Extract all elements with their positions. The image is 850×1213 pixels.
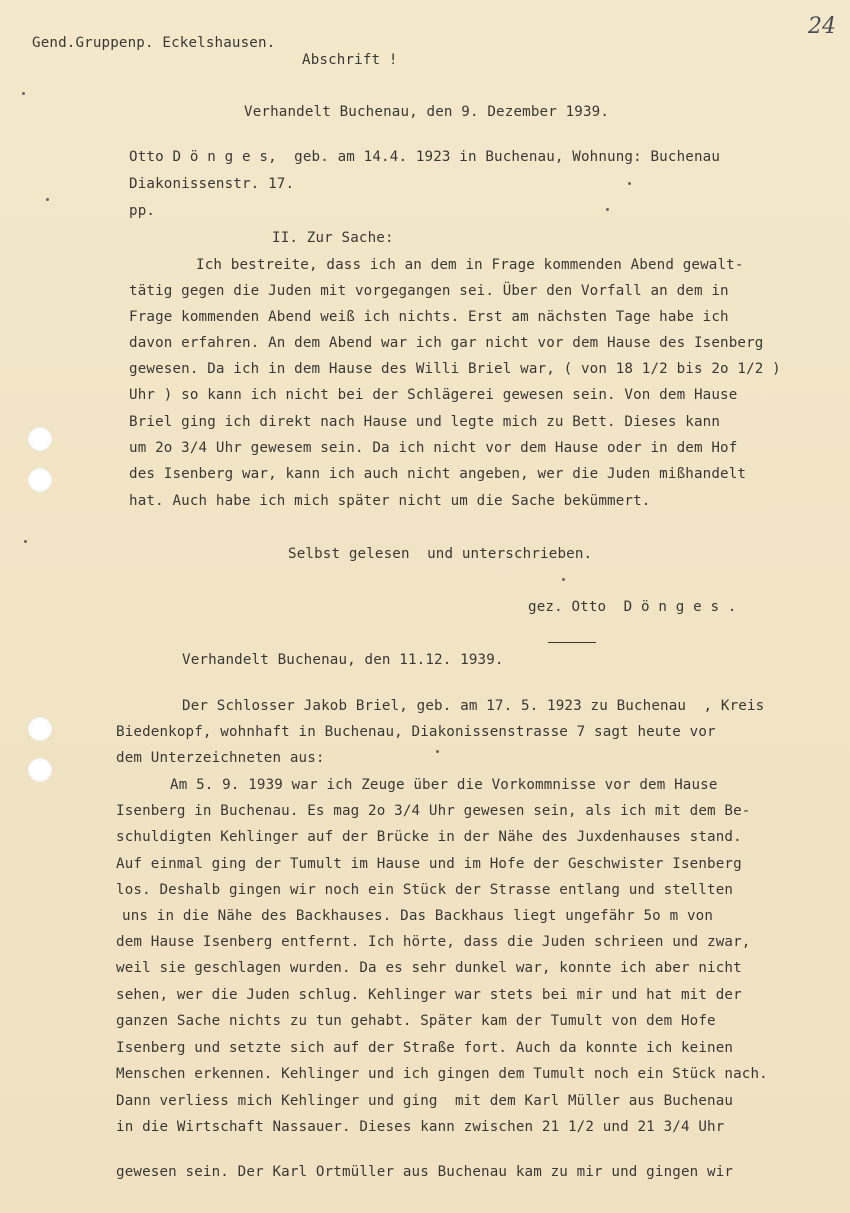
copy-note: Abschrift !: [302, 52, 398, 68]
section2-body-line: Isenberg und setzte sich auf der Straße fort. Auch da konnte ich keinen: [116, 1040, 734, 1056]
section1-body-line: des Isenberg war, kann ich auch nicht angeben, wer die Juden mißhandelt: [129, 466, 747, 482]
ink-speck: [606, 208, 609, 211]
punch-hole: [28, 717, 52, 741]
section1-body-line: davon erfahren. An dem Abend war ich gar nicht vor dem Hause des Isenberg: [129, 335, 764, 351]
section2-body-line: los. Deshalb gingen wir noch ein Stück der Strasse entlang und stellten: [116, 882, 734, 898]
section1-body-line: Uhr ) so kann ich nicht bei der Schlägerei gewesen sein. Von dem Hause: [129, 387, 738, 403]
section2-body-line: sehen, wer die Juden schlug. Kehlinger war stets bei mir und hat mit der: [116, 987, 742, 1003]
ink-speck: [46, 198, 49, 201]
signature-underline: [548, 642, 596, 643]
section1-body-line: um 2o 3/4 Uhr gewesem sein. Da ich nicht vor dem Hause oder in dem Hof: [129, 440, 738, 456]
section1-signature: gez. Otto D ö n g e s .: [528, 599, 737, 615]
section1-closing: Selbst gelesen und unterschrieben.: [288, 546, 593, 562]
ink-speck: [562, 578, 565, 581]
section2-body-line: Am 5. 9. 1939 war ich Zeuge über die Vorkommnisse vor dem Hause: [170, 777, 718, 793]
section1-body-line: Frage kommenden Abend weiß ich nichts. Erst am nächsten Tage habe ich: [129, 309, 729, 325]
punch-hole: [28, 427, 52, 451]
section2-body-line: dem Hause Isenberg entfernt. Ich hörte, dass die Juden schrieen und zwar,: [116, 934, 751, 950]
header-office: Gend.Gruppenp. Eckelshausen.: [32, 35, 276, 51]
section2-body-line: uns in die Nähe des Backhauses. Das Backhaus liegt ungefähr 5o m von: [122, 908, 714, 924]
ink-speck: [628, 182, 631, 185]
ink-speck: [24, 540, 27, 543]
punch-hole: [28, 468, 52, 492]
section2-place-date: Verhandelt Buchenau, den 11.12. 1939.: [182, 652, 504, 668]
section1-body-line: tätig gegen die Juden mit vorgegangen sei. Über den Vorfall an dem in: [129, 283, 729, 299]
section2-body-line: Dann verliess mich Kehlinger und ging mit dem Karl Müller aus Buchenau: [116, 1093, 734, 1109]
section2-body-line: weil sie geschlagen wurden. Da es sehr dunkel war, konnte ich aber nicht: [116, 960, 742, 976]
section1-place-date: Verhandelt Buchenau, den 9. Dezember 1939.: [244, 104, 610, 120]
section2-intro-line: dem Unterzeichneten aus:: [116, 750, 325, 766]
section1-body-line: Ich bestreite, dass ich an dem in Frage kommenden Abend gewalt-: [196, 257, 744, 273]
section1-body-line: gewesen. Da ich in dem Hause des Willi Briel war, ( von 18 1/2 bis 2o 1/2 ): [129, 361, 781, 377]
section2-body-line: Isenberg in Buchenau. Es mag 2o 3/4 Uhr gewesen sein, als ich mit dem Be-: [116, 803, 751, 819]
section2-body-line: schuldigten Kehlinger auf der Brücke in der Nähe des Juxdenhauses stand.: [116, 829, 742, 845]
section2-intro-line: Biedenkopf, wohnhaft in Buchenau, Diakonissenstrasse 7 sagt heute vor: [116, 724, 716, 740]
section2-intro-line: Der Schlosser Jakob Briel, geb. am 17. 5. 1923 zu Buchenau , Kreis: [182, 698, 765, 714]
section2-body-line: Menschen erkennen. Kehlinger und ich gingen dem Tumult noch ein Stück nach.: [116, 1066, 768, 1082]
page-number: 24: [808, 14, 836, 39]
section1-pp: pp.: [129, 203, 156, 219]
section1-body-line: Briel ging ich direkt nach Hause und legte mich zu Bett. Dieses kann: [129, 414, 721, 430]
section2-body-line: Auf einmal ging der Tumult im Hause und im Hofe der Geschwister Isenberg: [116, 856, 742, 872]
punch-hole: [28, 758, 52, 782]
section1-person-line2: Diakonissenstr. 17.: [129, 176, 295, 192]
section2-body-line: in die Wirtschaft Nassauer. Dieses kann zwischen 21 1/2 und 21 3/4 Uhr: [116, 1119, 725, 1135]
section2-body-line: ganzen Sache nichts zu tun gehabt. Später kam der Tumult von dem Hofe: [116, 1013, 716, 1029]
section1-body-line: hat. Auch habe ich mich später nicht um die Sache bekümmert.: [129, 493, 651, 509]
section1-heading: II. Zur Sache:: [272, 230, 394, 246]
section2-body-line: gewesen sein. Der Karl Ortmüller aus Buchenau kam zu mir und gingen wir: [116, 1164, 734, 1180]
ink-speck: [436, 750, 439, 753]
ink-speck: [22, 92, 25, 95]
section1-person-line1: Otto D ö n g e s, geb. am 14.4. 1923 in Buchenau, Wohnung: Buchenau: [129, 149, 721, 165]
